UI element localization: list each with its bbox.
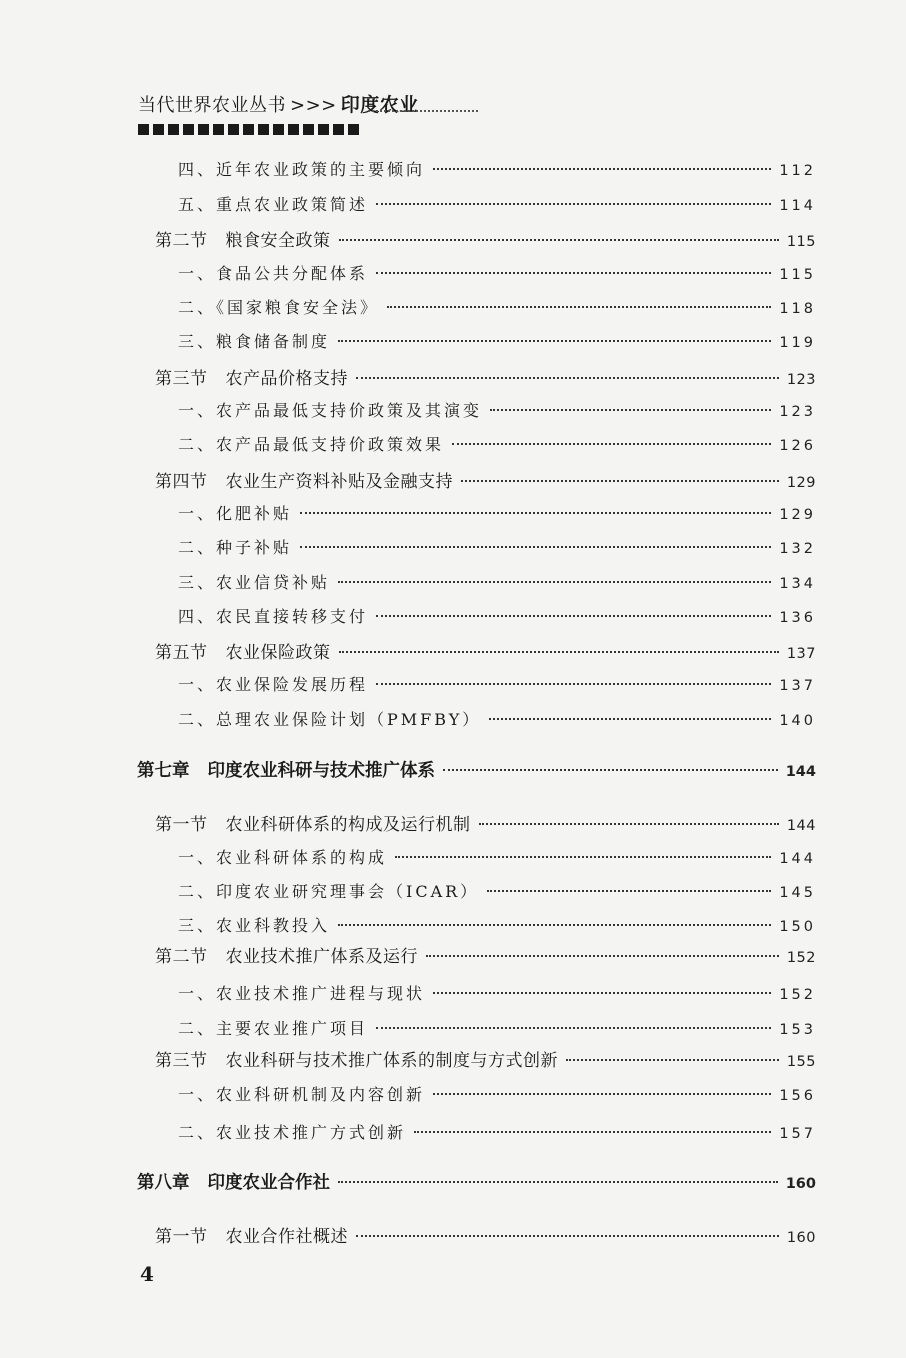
toc-page-number: 134 bbox=[779, 576, 816, 592]
dot-leader bbox=[487, 890, 771, 892]
toc-item bbox=[178, 432, 816, 455]
toc-entry-number: 第八章 bbox=[137, 1173, 190, 1193]
toc-entry-title bbox=[178, 329, 330, 352]
toc-page-number: 123 bbox=[779, 404, 816, 420]
dot-leader bbox=[479, 823, 779, 825]
dot-leader bbox=[356, 1235, 779, 1237]
toc-page-number: 152 bbox=[786, 950, 816, 966]
book-title: 印度农业 bbox=[340, 94, 419, 116]
toc-page-number: 155 bbox=[786, 1054, 816, 1070]
toc-entry-number: 第三节 bbox=[155, 1051, 208, 1071]
toc-page-number: 156 bbox=[779, 1088, 816, 1104]
toc-entry-text: 三、农业信贷补贴 bbox=[178, 573, 331, 592]
toc-page-number: 153 bbox=[779, 1022, 816, 1038]
toc-entry-text: 农业保险政策 bbox=[225, 643, 331, 663]
toc-entry-text: 一、农业科研体系的构成 bbox=[178, 848, 388, 867]
toc-entry-text: 农业科研体系的构成及运行机制 bbox=[225, 815, 471, 835]
toc-entry-text: 一、农产品最低支持价政策及其演变 bbox=[178, 401, 483, 420]
header-separator: >>> bbox=[290, 95, 337, 116]
toc-page-number: 144 bbox=[785, 764, 816, 780]
toc-page-number: 150 bbox=[779, 919, 816, 935]
dot-leader bbox=[489, 718, 771, 720]
dot-leader bbox=[300, 512, 771, 514]
toc-entry-title bbox=[178, 157, 425, 180]
toc-entry-number: 第二节 bbox=[155, 947, 208, 967]
toc-entry-title bbox=[178, 913, 330, 936]
dot-leader bbox=[339, 239, 779, 241]
dot-leader bbox=[414, 1131, 771, 1133]
toc-entry-title bbox=[178, 604, 368, 627]
toc-entry-title bbox=[155, 226, 331, 251]
toc-item bbox=[178, 1016, 816, 1039]
toc-entry-title bbox=[178, 432, 444, 455]
dot-leader bbox=[387, 306, 771, 308]
toc-entry-text: 印度农业合作社 bbox=[207, 1173, 330, 1193]
toc-entry-number: 第一节 bbox=[155, 815, 208, 835]
series-title: 当代世界农业丛书 bbox=[138, 95, 286, 116]
toc-entry-text: 农业科研与技术推广体系的制度与方式创新 bbox=[225, 1051, 558, 1071]
toc-page-number: 160 bbox=[786, 1230, 816, 1246]
toc-item bbox=[178, 261, 816, 284]
toc-entry-text: 印度农业科研与技术推广体系 bbox=[207, 761, 435, 781]
toc-page-number: 157 bbox=[779, 1126, 816, 1142]
toc-entry-title bbox=[155, 1046, 558, 1071]
dot-leader bbox=[376, 1027, 771, 1029]
toc-entry-text: 一、农业科研机制及内容创新 bbox=[178, 1085, 426, 1104]
toc-entry-title bbox=[155, 942, 418, 967]
toc-entry-title bbox=[155, 638, 331, 663]
dot-leader bbox=[376, 203, 771, 205]
toc-item bbox=[178, 879, 816, 902]
toc-entry-number: 第七章 bbox=[137, 761, 190, 781]
toc-entry-title bbox=[178, 192, 368, 215]
toc-chapter bbox=[137, 757, 816, 782]
toc-page-number: 112 bbox=[779, 163, 816, 179]
toc-page-number: 129 bbox=[786, 475, 816, 491]
toc-section bbox=[155, 810, 816, 835]
toc-entry-title bbox=[178, 501, 292, 524]
toc-item bbox=[178, 981, 816, 1004]
toc-entry-text: 农产品价格支持 bbox=[225, 369, 348, 389]
toc-entry-text: 二、种子补贴 bbox=[178, 538, 293, 557]
dot-leader bbox=[338, 581, 771, 583]
dot-leader bbox=[490, 409, 771, 411]
toc-page-number: 144 bbox=[779, 851, 816, 867]
toc-page-number: 126 bbox=[779, 438, 816, 454]
dot-leader bbox=[376, 615, 771, 617]
toc-section bbox=[155, 364, 816, 389]
toc-entry-title bbox=[178, 981, 425, 1004]
toc-page-number: 119 bbox=[779, 335, 816, 351]
dot-leader bbox=[338, 1181, 778, 1183]
toc-entry-text: 四、近年农业政策的主要倾向 bbox=[178, 160, 426, 179]
toc-item bbox=[178, 535, 816, 558]
toc-item bbox=[178, 192, 816, 215]
dot-leader bbox=[461, 480, 779, 482]
toc-entry-title bbox=[178, 535, 292, 558]
toc-chapter bbox=[137, 1169, 816, 1194]
toc-entry-title bbox=[137, 757, 435, 782]
dot-leader bbox=[376, 272, 771, 274]
running-header bbox=[138, 90, 419, 117]
toc-entry-text: 二、《国家粮食安全法》 bbox=[178, 298, 380, 317]
toc-page-number: 123 bbox=[786, 372, 816, 388]
toc-entry-number: 第四节 bbox=[155, 472, 208, 492]
toc-page-number: 114 bbox=[779, 198, 816, 214]
toc-item bbox=[178, 1120, 816, 1143]
toc-entry-number: 第五节 bbox=[155, 643, 208, 663]
toc-item bbox=[178, 570, 816, 593]
toc-entry-text: 一、农业技术推广进程与现状 bbox=[178, 984, 426, 1003]
toc-entry-text: 农业生产资料补贴及金融支持 bbox=[225, 472, 453, 492]
toc-entry-title bbox=[155, 1222, 348, 1247]
dot-leader bbox=[426, 955, 779, 957]
toc-entry-title bbox=[155, 364, 348, 389]
toc-item bbox=[178, 672, 816, 695]
toc-entry-text: 一、食品公共分配体系 bbox=[178, 264, 369, 283]
toc-entry-title bbox=[178, 672, 368, 695]
toc-entry-title bbox=[178, 570, 330, 593]
toc-entry-number: 第一节 bbox=[155, 1227, 208, 1247]
toc-entry-title bbox=[178, 398, 482, 421]
toc-page-number: 160 bbox=[785, 1176, 816, 1192]
toc-entry-title bbox=[178, 1120, 406, 1143]
toc-item bbox=[178, 398, 816, 421]
dot-leader bbox=[433, 1093, 771, 1095]
toc-entry-title bbox=[178, 879, 479, 902]
header-square-ornament bbox=[138, 123, 363, 135]
toc-entry-text: 二、农业技术推广方式创新 bbox=[178, 1123, 407, 1142]
toc-section bbox=[155, 1046, 816, 1071]
toc-entry-title bbox=[178, 295, 379, 318]
toc-item bbox=[178, 157, 816, 180]
toc-entry-text: 三、农业科教投入 bbox=[178, 916, 331, 935]
toc-page-number: 152 bbox=[779, 987, 816, 1003]
dot-leader bbox=[566, 1059, 779, 1061]
toc-entry-text: 二、印度农业研究理事会（ICAR） bbox=[178, 882, 480, 901]
toc-entry-text: 二、主要农业推广项目 bbox=[178, 1019, 369, 1038]
dot-leader bbox=[356, 377, 779, 379]
toc-item bbox=[178, 295, 816, 318]
toc-entry-number: 第二节 bbox=[155, 231, 208, 251]
toc-page-number: 129 bbox=[779, 507, 816, 523]
toc-item bbox=[178, 1082, 816, 1105]
dot-leader bbox=[433, 168, 771, 170]
toc-page-number: 132 bbox=[779, 541, 816, 557]
header-dotted-rule bbox=[368, 110, 478, 112]
toc-entry-text: 农业合作社概述 bbox=[225, 1227, 348, 1247]
toc-section bbox=[155, 226, 816, 251]
toc-page-number: 118 bbox=[779, 301, 816, 317]
toc-entry-text: 一、化肥补贴 bbox=[178, 504, 293, 523]
toc-entry-title bbox=[178, 261, 368, 284]
toc-entry-title bbox=[155, 810, 471, 835]
toc-page-number: 140 bbox=[779, 713, 816, 729]
toc-entry-text: 粮食安全政策 bbox=[225, 231, 331, 251]
dot-leader bbox=[443, 769, 778, 771]
toc-item bbox=[178, 913, 816, 936]
dot-leader bbox=[338, 340, 771, 342]
toc-item bbox=[178, 707, 816, 730]
toc-entry-title bbox=[155, 467, 453, 492]
dot-leader bbox=[339, 651, 779, 653]
toc-section bbox=[155, 638, 816, 663]
toc-page-number: 115 bbox=[786, 234, 816, 250]
toc-section bbox=[155, 942, 816, 967]
dot-leader bbox=[395, 856, 771, 858]
toc-page-number: 144 bbox=[786, 818, 816, 834]
toc-item bbox=[178, 329, 816, 352]
toc-entry-text: 四、农民直接转移支付 bbox=[178, 607, 369, 626]
dot-leader bbox=[433, 992, 771, 994]
toc-page-number: 137 bbox=[786, 646, 816, 662]
toc-entry-text: 三、粮食储备制度 bbox=[178, 332, 331, 351]
toc-entry-title bbox=[178, 707, 481, 730]
dot-leader bbox=[338, 924, 771, 926]
toc-page-number: 136 bbox=[779, 610, 816, 626]
toc-entry-number: 第三节 bbox=[155, 369, 208, 389]
toc-entry-text: 农业技术推广体系及运行 bbox=[225, 947, 418, 967]
toc-entry-text: 一、农业保险发展历程 bbox=[178, 675, 369, 694]
toc-entry-text: 五、重点农业政策简述 bbox=[178, 195, 369, 214]
toc-entry-title bbox=[178, 1082, 425, 1105]
dot-leader bbox=[452, 443, 771, 445]
toc-entry-title bbox=[178, 1016, 368, 1039]
dot-leader bbox=[376, 683, 771, 685]
toc-entry-text: 二、农产品最低支持价政策效果 bbox=[178, 435, 445, 454]
toc-page-number: 145 bbox=[779, 885, 816, 901]
toc-page-number: 115 bbox=[779, 267, 816, 283]
toc-entry-title bbox=[178, 845, 387, 868]
toc-item bbox=[178, 845, 816, 868]
toc-entry-text: 二、总理农业保险计划（PMFBY） bbox=[178, 710, 482, 729]
toc-entry-title bbox=[137, 1169, 330, 1194]
toc-item bbox=[178, 501, 816, 524]
toc-item bbox=[178, 604, 816, 627]
toc-section bbox=[155, 467, 816, 492]
toc-section bbox=[155, 1222, 816, 1247]
page-number: 4 bbox=[140, 1262, 154, 1286]
dot-leader bbox=[300, 546, 771, 548]
toc-page-number: 137 bbox=[779, 678, 816, 694]
